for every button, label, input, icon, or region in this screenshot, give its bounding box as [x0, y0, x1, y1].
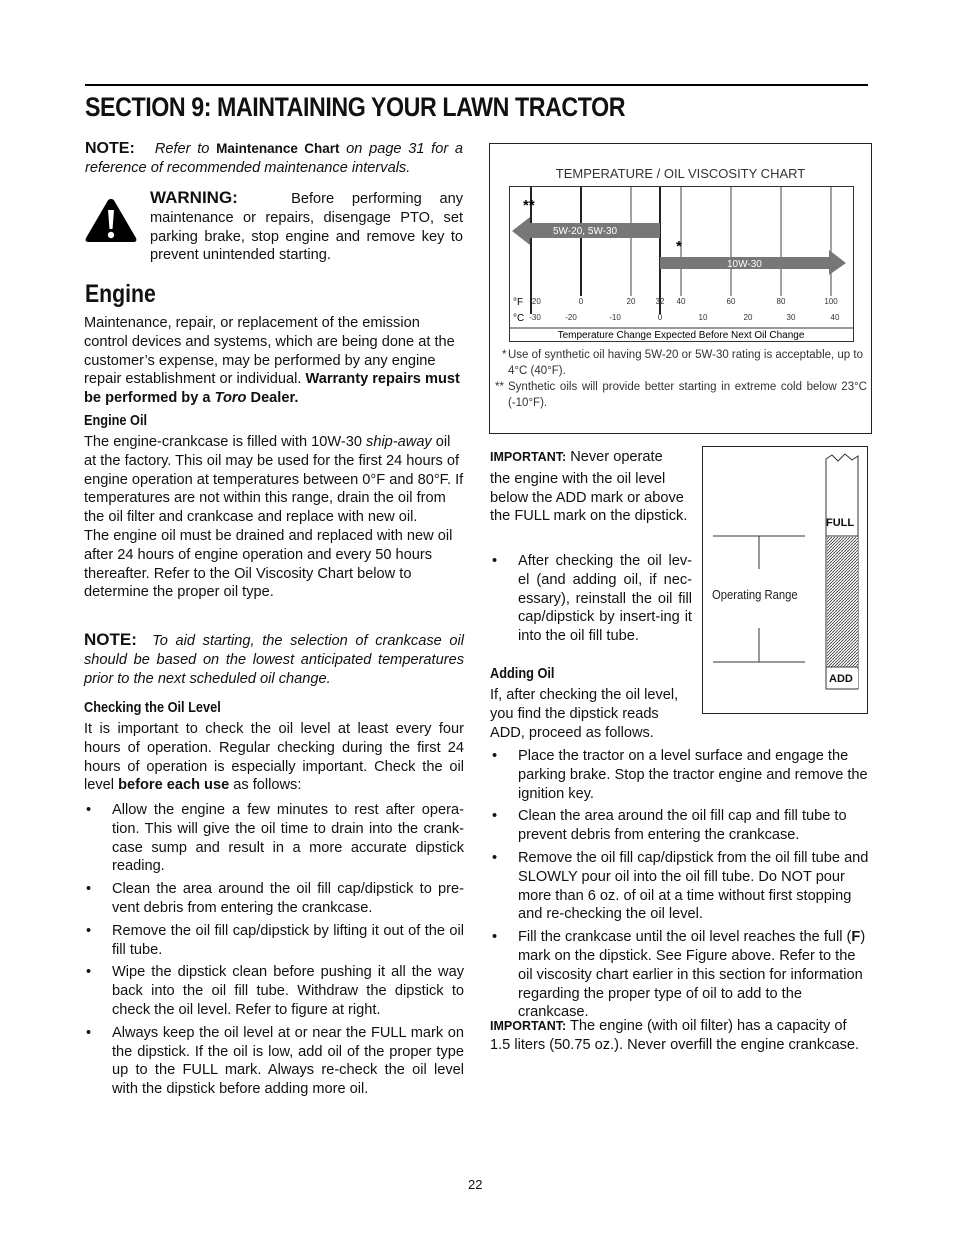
- fahrenheit-label: °F: [513, 297, 524, 308]
- celsius-tick-label: 30: [786, 313, 796, 322]
- checking-oil-heading: Checking the Oil Level: [84, 699, 221, 716]
- list-item: • Place the tractor on a level surface and engage the parking brake. Stop the tractor engine and remove the ignition key.: [490, 747, 870, 803]
- engine-oil-heading: Engine Oil: [84, 412, 148, 429]
- important-label: IMPORTANT:: [490, 450, 567, 464]
- celsius-tick-label: -30: [529, 313, 541, 322]
- adding-oil-steps-list: [490, 747, 870, 1026]
- viscosity-chart-graphic: [509, 186, 855, 344]
- fahrenheit-tick-label: 60: [726, 297, 736, 306]
- adding-oil-heading: Adding Oil: [490, 665, 555, 682]
- double-star-mark: **: [523, 197, 535, 214]
- adding-oil-intro: If, after checking the oil level, you find the dipstick reads ADD, proceed as follows.: [490, 687, 679, 741]
- warning-label: WARNING:: [150, 188, 238, 207]
- toro-brand: Toro: [214, 390, 247, 407]
- single-star-mark: *: [676, 238, 682, 255]
- note-label: NOTE:: [84, 630, 137, 649]
- note-label: NOTE:: [85, 140, 135, 157]
- important-oil-level: IMPORTANT: Never operate the engine with the oil level below the ADD mark or above the FULL mark on the dipstick.: [490, 449, 688, 525]
- oil-level-fill: [827, 537, 858, 667]
- oil-viscosity-chart-figure: [489, 143, 872, 434]
- engine-oil-text: The engine-crankcase is filled with 10W-30 ship-away oil at the factory. This oil may be used for the first 24 hours of engine operation at temperatures between 0°F and 80°F. If temperatures are not within this range, drain the oil from the oil filter and crankcase and replace with new oil. The engine oil must be drained and replaced with new oil after 24 hours of engine operation and every 50 hours thereafter. Refer to the Oil Viscosity Chart below to determine the proper oil type.: [84, 434, 464, 601]
- celsius-tick-label: 0: [657, 313, 663, 322]
- footnote-synthetic-cold: ** Synthetic oils will provide better starting in extreme cold below 23°C (-10°F).: [495, 381, 867, 409]
- page-number: 22: [468, 1177, 483, 1192]
- engine-intro: Maintenance, repair, or replacement of the emission control devices and systems, which are being done at the customer’s expense, may be performed by any engine repair establishment or individual. Warranty repairs must be performed by a Toro Dealer.: [84, 315, 460, 407]
- celsius-label: °C: [513, 313, 525, 324]
- arrow-left-label: 5W-20, 5W-30: [553, 226, 618, 237]
- list-item: • After checking the oil lev-el (and adding oil, if nec-essary), reinstall the oil fill cap/dipstick by insert-ing it into the oil fill tube.: [490, 552, 692, 646]
- celsius-tick-label: 40: [830, 313, 840, 322]
- header-rule: [85, 84, 868, 86]
- fahrenheit-tick-label: 0: [578, 297, 584, 306]
- chart-title: TEMPERATURE / OIL VISCOSITY CHART: [555, 166, 806, 181]
- note-maintenance-chart: NOTE: Refer to Maintenance Chart on page 31 for a reference of recommended maintenance intervals.: [85, 140, 463, 176]
- maintenance-chart-ref: Maintenance Chart: [216, 141, 340, 156]
- list-item: • Fill the crankcase until the oil level reaches the full (F) mark on the dipstick. See Figure above. Refer to the oil viscosity chart earlier in this section for information regarding the proper type of oil to add to the crankcase.: [490, 928, 870, 1022]
- list-item: • Wipe the dipstick clean before pushing it all the way back into the oil fill tube. Withdraw the dipstick to check the oil level. Refer to figure at right.: [84, 963, 464, 1019]
- fahrenheit-tick-label: 80: [776, 297, 786, 306]
- fahrenheit-tick-label: 40: [676, 297, 686, 306]
- important-label: IMPORTANT:: [490, 1019, 567, 1033]
- celsius-tick-label: -10: [609, 313, 621, 322]
- checking-intro: It is important to check the oil level at least every four hours of operation. Regular checking during the first 24 hours of operation is especially important. Check the oil level before each use as follows:: [84, 721, 464, 794]
- fahrenheit-ticks: [529, 297, 838, 306]
- celsius-tick-label: 20: [743, 313, 753, 322]
- footnote-synthetic-acceptable: * Use of synthetic oil having 5W-20 or 5W-30 rating is acceptable, up to 4°C (40°F).: [502, 349, 863, 377]
- list-item: • Clean the area around the oil fill cap and fill tube to prevent debris from entering the crankcase.: [490, 807, 870, 845]
- list-item: • Always keep the oil level at or near the FULL mark on the dipstick. If the oil is low, add oil of the proper type up to the FULL mark. Always re-check the oil level with the dipstick before adding more oil.: [84, 1024, 464, 1099]
- celsius-ticks: [529, 313, 840, 322]
- fahrenheit-tick-label: -20: [529, 297, 541, 306]
- warning-block: WARNING: Before performing any maintenance or repairs, disengage PTO, set parking brake, stop engine and remove key to prevent unintended starting.: [150, 188, 463, 264]
- section-title: SECTION 9: MAINTAINING YOUR LAWN TRACTOR: [85, 92, 626, 122]
- list-item: • Remove the oil fill cap/dipstick from the oil fill tube and SLOWLY pour oil into the oil fill tube. Do NOT pour more than 6 oz. of oil at a time without first stopping and re-checking the oil level.: [490, 849, 870, 924]
- operating-range-label: Operating Range: [712, 588, 798, 602]
- list-item: • Remove the oil fill cap/dipstick by lifting it out of the oil fill tube.: [84, 922, 464, 960]
- add-mark-label: ADD: [829, 673, 853, 685]
- reinstall-step-list: [490, 552, 692, 650]
- chart-footer-label: Temperature Change Expected Before Next Oil Change: [557, 330, 805, 341]
- list-item: • Clean the area around the oil fill cap/dipstick to pre-vent debris from entering the crankcase.: [84, 880, 464, 918]
- warning-triangle-icon: [84, 196, 138, 244]
- checking-steps-list: [84, 801, 464, 1103]
- fahrenheit-tick-label: 20: [626, 297, 636, 306]
- engine-heading: Engine: [85, 280, 156, 308]
- dipstick-figure: [702, 446, 868, 714]
- fahrenheit-tick-label: 32: [655, 297, 665, 306]
- full-mark-label: FULL: [826, 517, 855, 529]
- celsius-tick-label: 10: [698, 313, 708, 322]
- note-crankcase-oil: NOTE: To aid starting, the selection of crankcase oil should be based on the lowest anticipated temperatures prior to the next scheduled oil change.: [84, 630, 465, 687]
- list-item: • Allow the engine a few minutes to rest after opera-tion. This will give the oil time to drain into the crank-case sump and result in a more accurate dipstick reading.: [84, 801, 464, 876]
- celsius-tick-label: -20: [565, 313, 577, 322]
- fahrenheit-tick-label: 100: [824, 297, 838, 306]
- arrow-right-label: 10W-30: [727, 259, 762, 270]
- important-capacity: IMPORTANT: The engine (with oil filter) has a capacity of 1.5 liters (50.75 oz.). Never overfill the engine crankcase.: [490, 1018, 860, 1053]
